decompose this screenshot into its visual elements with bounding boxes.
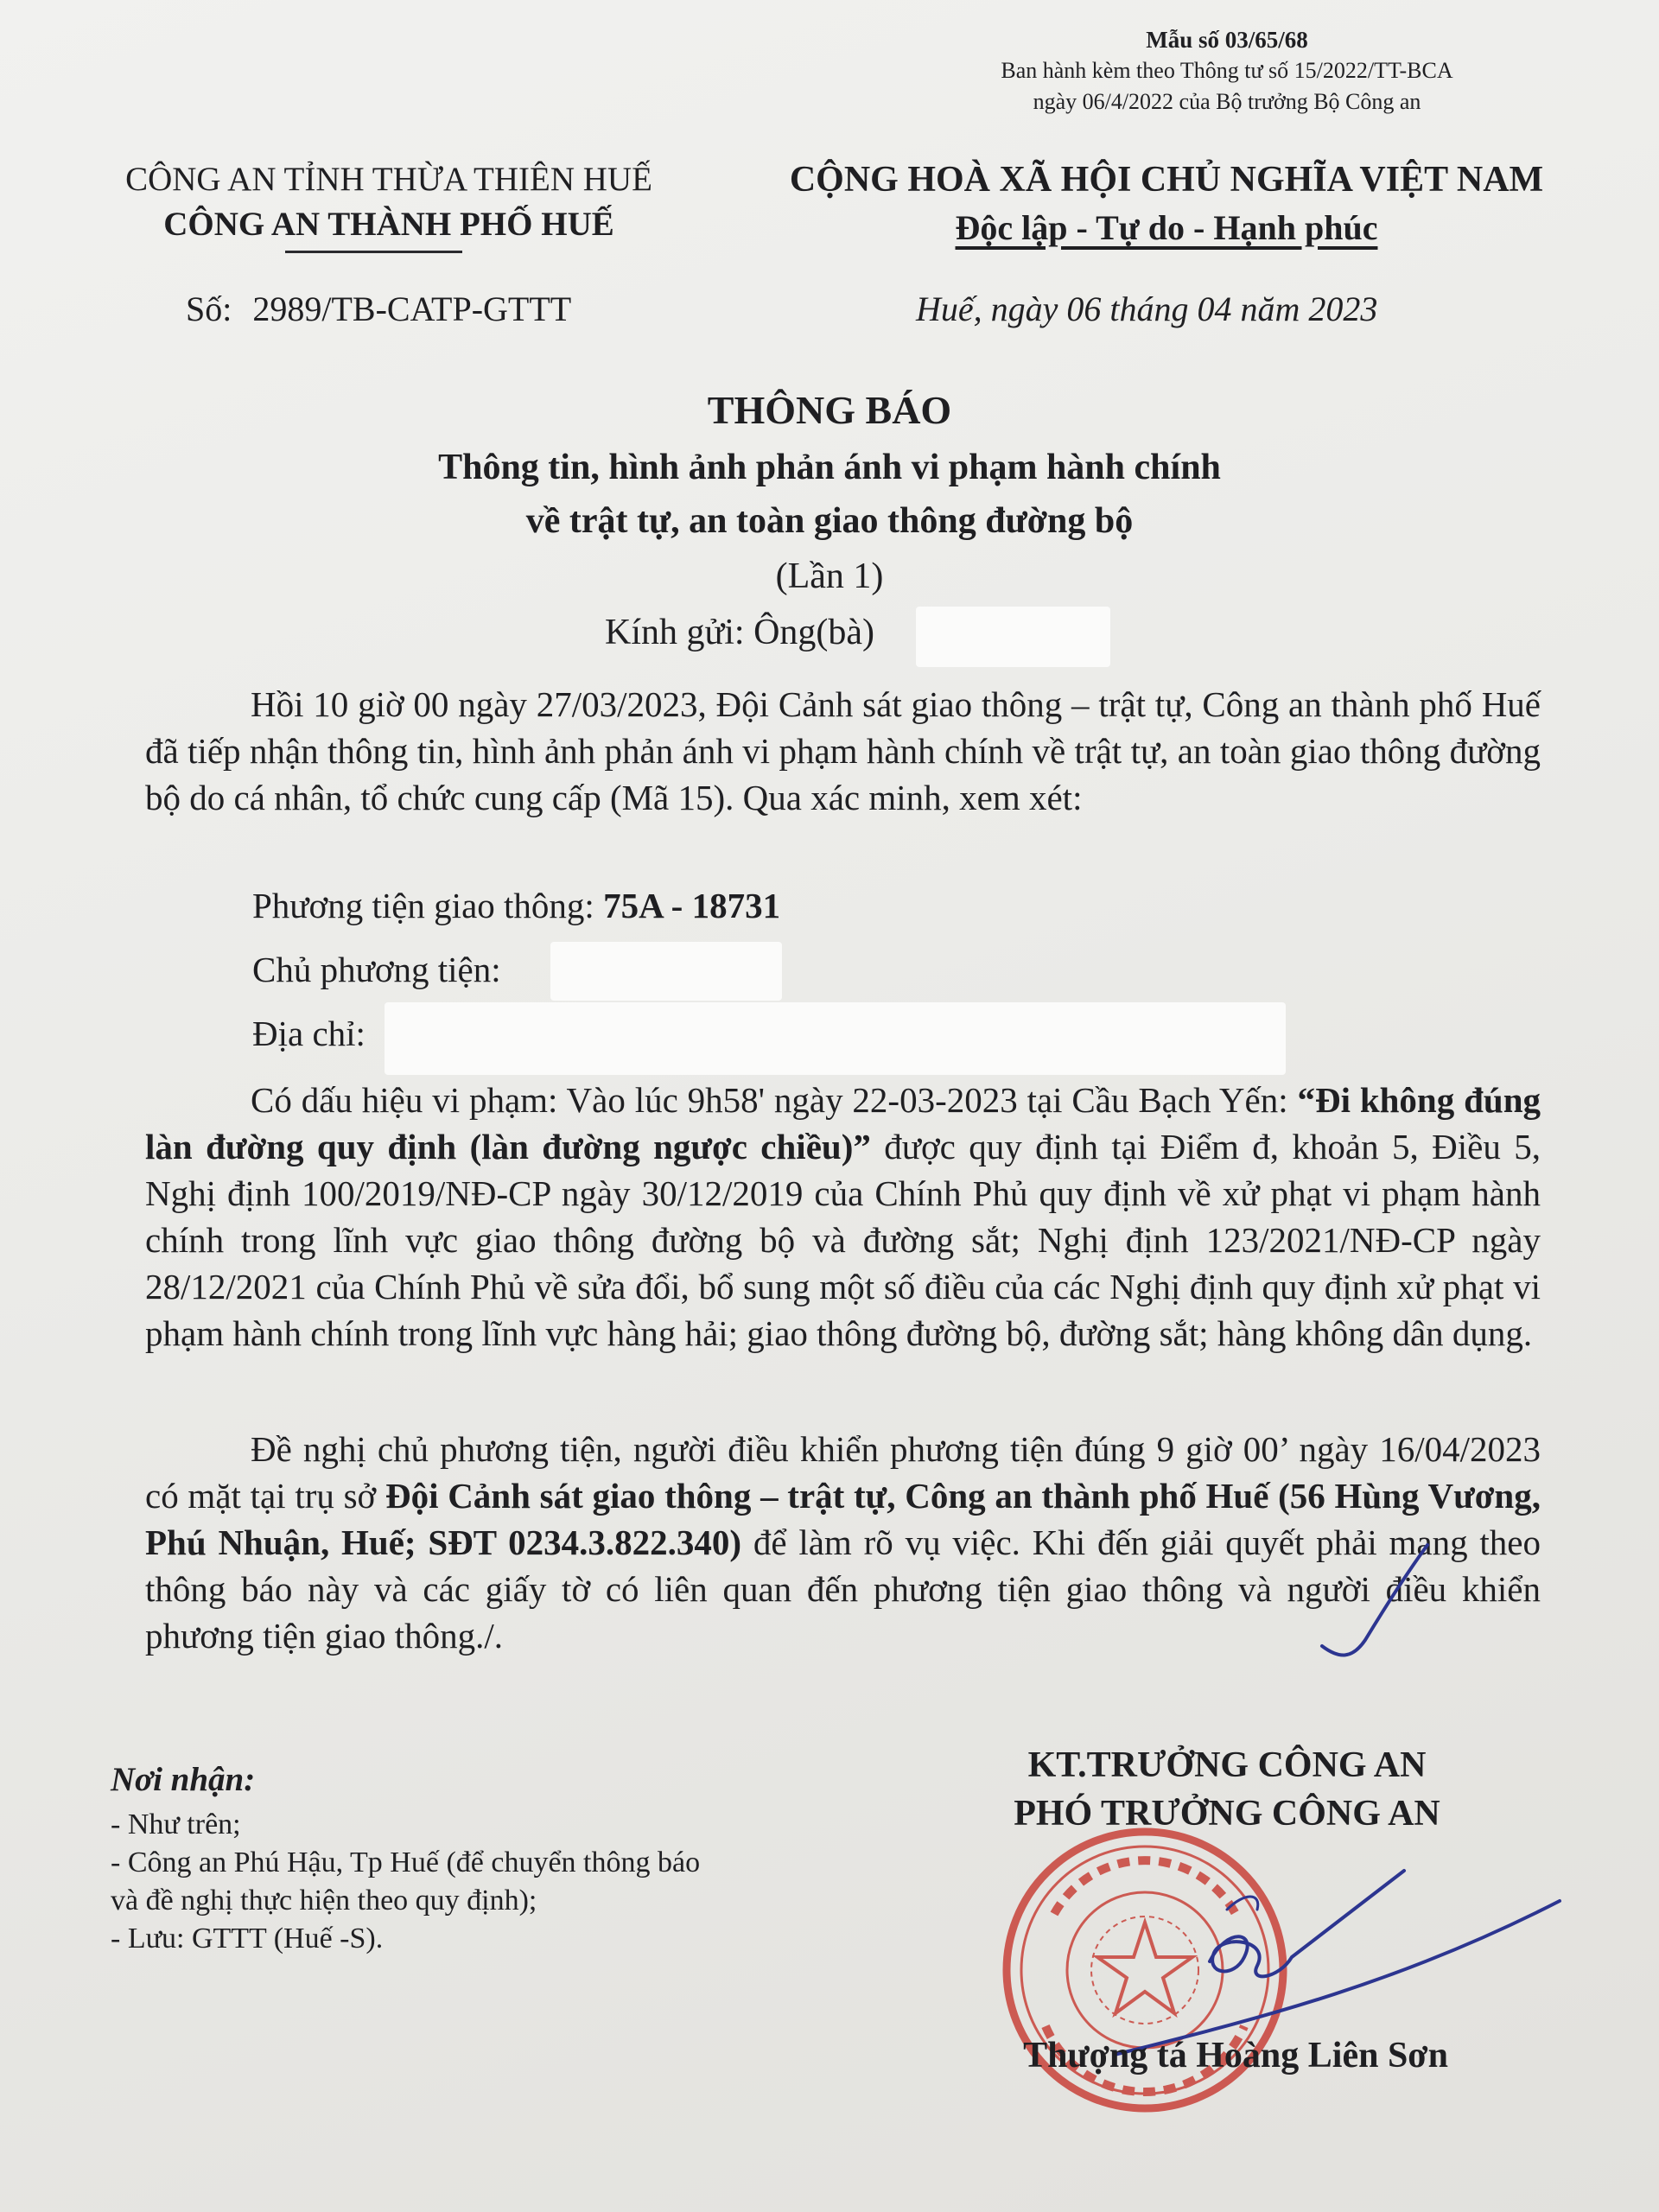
issuer-underline [285,251,462,253]
checkmark-icon [1313,1529,1434,1668]
address-label: Địa chỉ: [252,1014,365,1053]
document-number [186,289,571,329]
owner-line [252,949,501,990]
vehicle-plate: 75A - 18731 [603,886,781,925]
vehicle-line [252,885,780,926]
recipients-block [111,1754,888,1958]
title-issue-count: (Lần 1) [775,556,884,596]
form-issued-date: ngày 06/4/2022 của Bộ trưởng Bộ Công an [1033,89,1421,114]
title-main: THÔNG BÁO [707,388,952,432]
redacted-addressee [916,607,1110,667]
recipient-item: - Như trên; [111,1808,241,1840]
doc-number-value: 2989/TB-CATP-GTTT [252,289,572,328]
address-line [252,1013,365,1054]
redacted-owner [550,942,782,1001]
signature-title-line-1: KT.TRƯỞNG CÔNG AN [1027,1745,1427,1785]
form-info [968,24,1486,118]
paragraph-intro: Hồi 10 giờ 00 ngày 27/03/2023, Đội Cảnh sát giao thông – trật tự, Công an thành phố Huế đã tiếp nhận thông tin, hình ảnh phản ánh vi phạm hành chính về trật tự, an toàn giao thông đường bộ do cá nhân, tổ chức cung cấp (Mã 15). Qua xác minh, xem xét: [145,684,1541,817]
handwritten-signature [1106,1780,1573,2074]
issuer-header [78,157,700,247]
doc-number-label: Số: [186,289,232,328]
violation-description: “Đi không đúng làn đường quy định (làn đường ngược chiều)” [145,1080,1541,1166]
document-title [0,380,1659,605]
request-office: Đội Cảnh sát giao thông – trật tự, Công an thành phố Huế (56 Hùng Vương, Phú Nhuận, Huế; SĐT 0234.3.822.340) [145,1476,1541,1562]
form-number: Mẫu số 03/65/68 [1146,27,1308,53]
place-date: Huế, ngày 06 tháng 04 năm 2023 [916,289,1378,328]
national-header [752,156,1581,252]
title-sub-1: Thông tin, hình ảnh phản ánh vi phạm hành chính [438,448,1221,487]
paragraph-violation [145,1077,1541,1357]
vehicle-label: Phương tiện giao thông: [252,886,604,925]
recipient-item: và đề nghị thực hiện theo quy định); [111,1885,537,1916]
recipient-item: - Lưu: GTTT (Huế -S). [111,1923,384,1955]
form-issued-by: Ban hành kèm theo Thông tư số 15/2022/TT-BCA [1001,58,1453,83]
issuer-province: CÔNG AN TỈNH THỪA THIÊN HUẾ [125,161,652,198]
issuer-city: CÔNG AN THÀNH PHỐ HUẾ [163,206,614,243]
nation-motto: Độc lập - Tự do - Hạnh phúc [955,208,1378,247]
addressee-line [605,612,874,653]
owner-label: Chủ phương tiện: [252,950,501,989]
request-instructions: để làm rõ vụ việc. Khi đến giải quyết phải mang theo thông báo này và các giấy tờ có liên quan đến phương tiện giao thông và người điều khiển phương tiện giao thông./. [145,1522,1541,1656]
signer-name: Thượng tá Hoàng Liên Sơn [1023,2036,1448,2075]
request-intro: Đề nghị chủ phương tiện, người điều khiển phương tiện đúng 9 giờ 00’ ngày 16/04/2023 có mặt tại trụ sở [145,1429,1541,1516]
recipient-item: - Công an Phú Hậu, Tp Huế (để chuyển thông báo [111,1847,701,1878]
addressee-label: Kính gửi: Ông(bà) [605,613,875,652]
redacted-address [385,1002,1286,1075]
title-sub-2: về trật tự, an toàn giao thông đường bộ [525,501,1134,541]
violation-legal-basis: được quy định tại Điểm đ, khoản 5, Điều 5, Nghị định 100/2019/NĐ-CP ngày 30/12/2019 của Chính Phủ quy định về xử phạt vi phạm hành chính trong lĩnh vực giao thông đường bộ và đường sắt; Nghị định 123/2021/NĐ-CP ngày 28/12/2021 của Chính Phủ về sửa đổi, bổ sung một số điều của các Nghị định quy định xử phạt vi phạm hành chính trong lĩnh vực hàng hải; giao thông đường bộ, đường sắt; hàng không dân dụng. [145,1127,1541,1353]
nation-name: CỘNG HOÀ XÃ HỘI CHỦ NGHĨA VIỆT NAM [789,160,1544,200]
violation-intro: Có dấu hiệu vi phạm: Vào lúc 9h58' ngày 22-03-2023 tại Cầu Bạch Yến: [251,1080,1298,1120]
recipients-heading: Nơi nhận: [111,1761,256,1798]
signature-title-line-2: PHÓ TRƯỞNG CÔNG AN [1014,1794,1440,1834]
